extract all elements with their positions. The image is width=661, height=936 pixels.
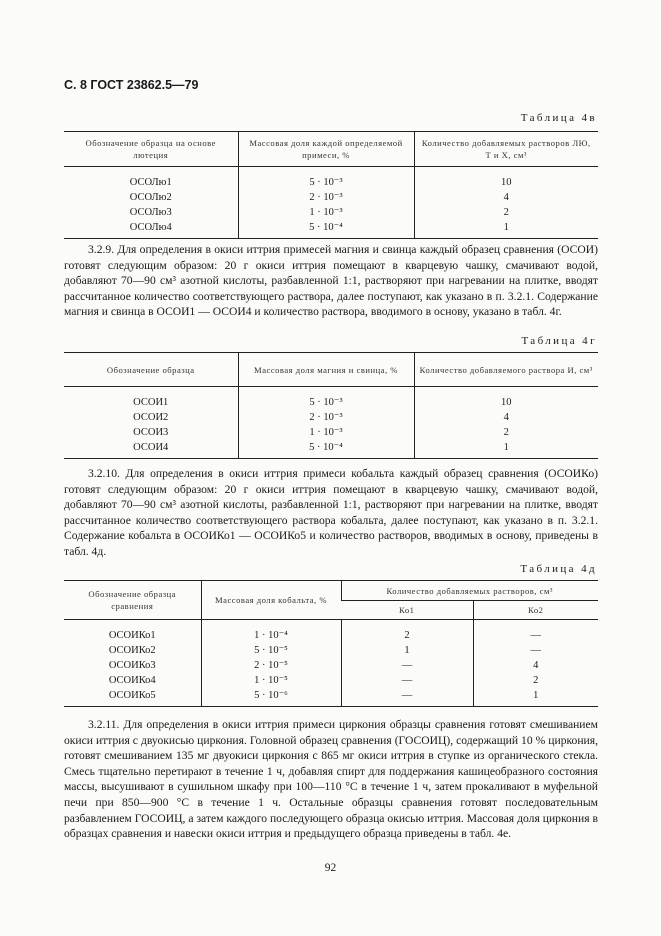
column-header: Обозначение образца на основе лютеция — [64, 132, 238, 167]
paragraph-3-2-11 — [64, 717, 598, 842]
table-4d — [64, 580, 598, 707]
table-row — [64, 658, 598, 673]
cell: 1 — [341, 643, 473, 658]
cell: ОСОИКо5 — [64, 688, 201, 707]
cell: 5 · 10⁻⁴ — [238, 440, 414, 459]
table-4v-caption: Таблица 4в — [520, 112, 597, 124]
cell: 2 · 10⁻³ — [238, 190, 414, 205]
table-row — [64, 673, 598, 688]
table-row — [64, 205, 598, 220]
cell: ОСОЛю4 — [64, 220, 238, 239]
table-row — [64, 220, 598, 239]
cell: 1 · 10⁻⁵ — [201, 673, 341, 688]
subcolumn-header: Ко1 — [341, 601, 473, 620]
cell: ОСОЛю3 — [129, 207, 172, 218]
cell: ОСОИКо4 — [108, 675, 156, 686]
paragraph-text: 3.2.11. Для определения в окиси иттрия примеси циркония образцы сравнения готовят смешиванием окиси иттрия с двуокисью циркония. Головной образец сравнения (ГОСОИЦ), содержащий 10 % циркония, готовят смешиванием 135 мг двуокиси циркония с 865 мг окиси иттрия в ступке из органического стекла. Смесь тщательно перетирают в течение 1 ч, добавляя спирт для поддержания кашицеобразного состояния массы, высушивают в сушильном шкафу при 100—110 °С в течение 1 ч, затем прокаливают в муфельной печи при 850—900 °С в течение 1 ч. Остальные образцы сравнения готовят последовательным разбавлением ГОСОИЦ, а затем каждого последующего образца окисью иттрия. Массовая доля циркония в образцах сравнения и навески окиси иттрия и предыдущего образца приведены в табл. 4е. — [64, 718, 598, 841]
subcolumn-header: Ко2 — [473, 601, 598, 620]
cell: 10 — [414, 387, 598, 411]
paragraph-3-2-9 — [64, 242, 598, 320]
cell: ОСОЛю2 — [129, 192, 172, 203]
table-row — [64, 620, 598, 644]
cell: 2 — [414, 425, 598, 440]
cell: — — [341, 658, 473, 673]
column-header: Массовая доля магния и свинца, % — [238, 353, 414, 387]
cell: 10 — [414, 167, 598, 191]
cell: ОСОЛю1 — [129, 177, 172, 188]
paragraph-3-2-10 — [64, 466, 598, 560]
paragraph-text: 3.2.9. Для определения в окиси иттрия примесей магния и свинца каждый образец сравнения (ОСОИ) готовят следующим образом: 20 г окиси иттрия помещают в кварцевую чашку, смачивают водой, добавляют 70—90 см³ азотной кислоты, разбавленной 1:1, растворяют при нагревании на плитке, вводят рассчитанное количество соответствующего раствора, далее поступают, как указано в п. 3.2.1. Содержание магния и свинца в ОСОИ1 — ОСОИ4 и количество раствора, вводимого в основу, указано в табл. 4г. — [64, 243, 598, 319]
cell: 1 — [414, 220, 598, 239]
table-row — [64, 425, 598, 440]
table-row — [64, 190, 598, 205]
table-4v — [64, 131, 598, 239]
cell: 2 · 10⁻³ — [238, 410, 414, 425]
column-header: Массовая доля каждой определяемой примеси, % — [238, 132, 414, 167]
cell: 5 · 10⁻⁴ — [238, 220, 414, 239]
page-header: С. 8 ГОСТ 23862.5—79 — [64, 78, 199, 92]
cell: 2 — [341, 620, 473, 644]
cell: 5 · 10⁻⁵ — [201, 643, 341, 658]
cell: 4 — [414, 190, 598, 205]
cell: — — [341, 688, 473, 707]
cell: 5 · 10⁻³ — [238, 387, 414, 411]
column-header: Количество добавляемых растворов, см³ — [341, 581, 598, 601]
cell: ОСОИКо2 — [108, 645, 156, 656]
cell: 1 — [473, 688, 598, 707]
cell: — — [473, 643, 598, 658]
cell: 2 — [414, 205, 598, 220]
cell: 2 — [473, 673, 598, 688]
paragraph-text: 3.2.10. Для определения в окиси иттрия примеси кобальта каждый образец сравнения (ОСОИКо) готовят следующим образом: 20 г окиси иттрия помещают в кварцевую чашку, смачивают водой, добавляют 70—90 см³ азотной кислоты, разбавленной 1:1, растворяют при нагревании на плитке, вводят рассчитанное количество соответствующего раствора кобальта, далее поступают, как указано в п. 3.2.1. Содержание кобальта в ОСОИКо1 — ОСОИКо5 и количество растворов, вводимых в основу, приведены в табл. 4д. — [64, 467, 598, 558]
table-4g-caption: Таблица 4г — [521, 335, 597, 347]
table-row — [64, 410, 598, 425]
cell: ОСОИ2 — [133, 412, 169, 423]
table-4g — [64, 352, 598, 459]
cell: 5 · 10⁻⁶ — [201, 688, 341, 707]
cell: 2 · 10⁻⁵ — [201, 658, 341, 673]
column-header: Количество добавляемых растворов ЛЮ, Т и Х, см³ — [414, 132, 598, 167]
cell: 4 — [414, 410, 598, 425]
column-header: Обозначение образца сравнения — [64, 581, 201, 620]
cell: 4 — [473, 658, 598, 673]
table-row — [64, 387, 598, 411]
table-row — [64, 167, 598, 191]
cell: 1 · 10⁻⁴ — [201, 620, 341, 644]
cell: ОСОИКо3 — [108, 660, 156, 671]
table-row — [64, 643, 598, 658]
column-header: Массовая доля кобальта, % — [201, 581, 341, 620]
cell: ОСОИ4 — [64, 440, 238, 459]
cell: ОСОИ3 — [133, 427, 169, 438]
column-header: Обозначение образца — [64, 353, 238, 387]
cell: ОСОИ1 — [133, 397, 169, 408]
cell: 5 · 10⁻³ — [238, 167, 414, 191]
cell: 1 · 10⁻³ — [238, 205, 414, 220]
cell: 1 · 10⁻³ — [238, 425, 414, 440]
table-4d-caption: Таблица 4д — [520, 563, 597, 575]
cell: — — [473, 620, 598, 644]
cell: ОСОИКо1 — [108, 630, 156, 641]
table-row — [64, 688, 598, 707]
cell: 1 — [414, 440, 598, 459]
column-header: Количество добавляемого раствора И, см³ — [414, 353, 598, 387]
table-row — [64, 440, 598, 459]
cell: — — [341, 673, 473, 688]
page-number: 92 — [324, 862, 337, 874]
